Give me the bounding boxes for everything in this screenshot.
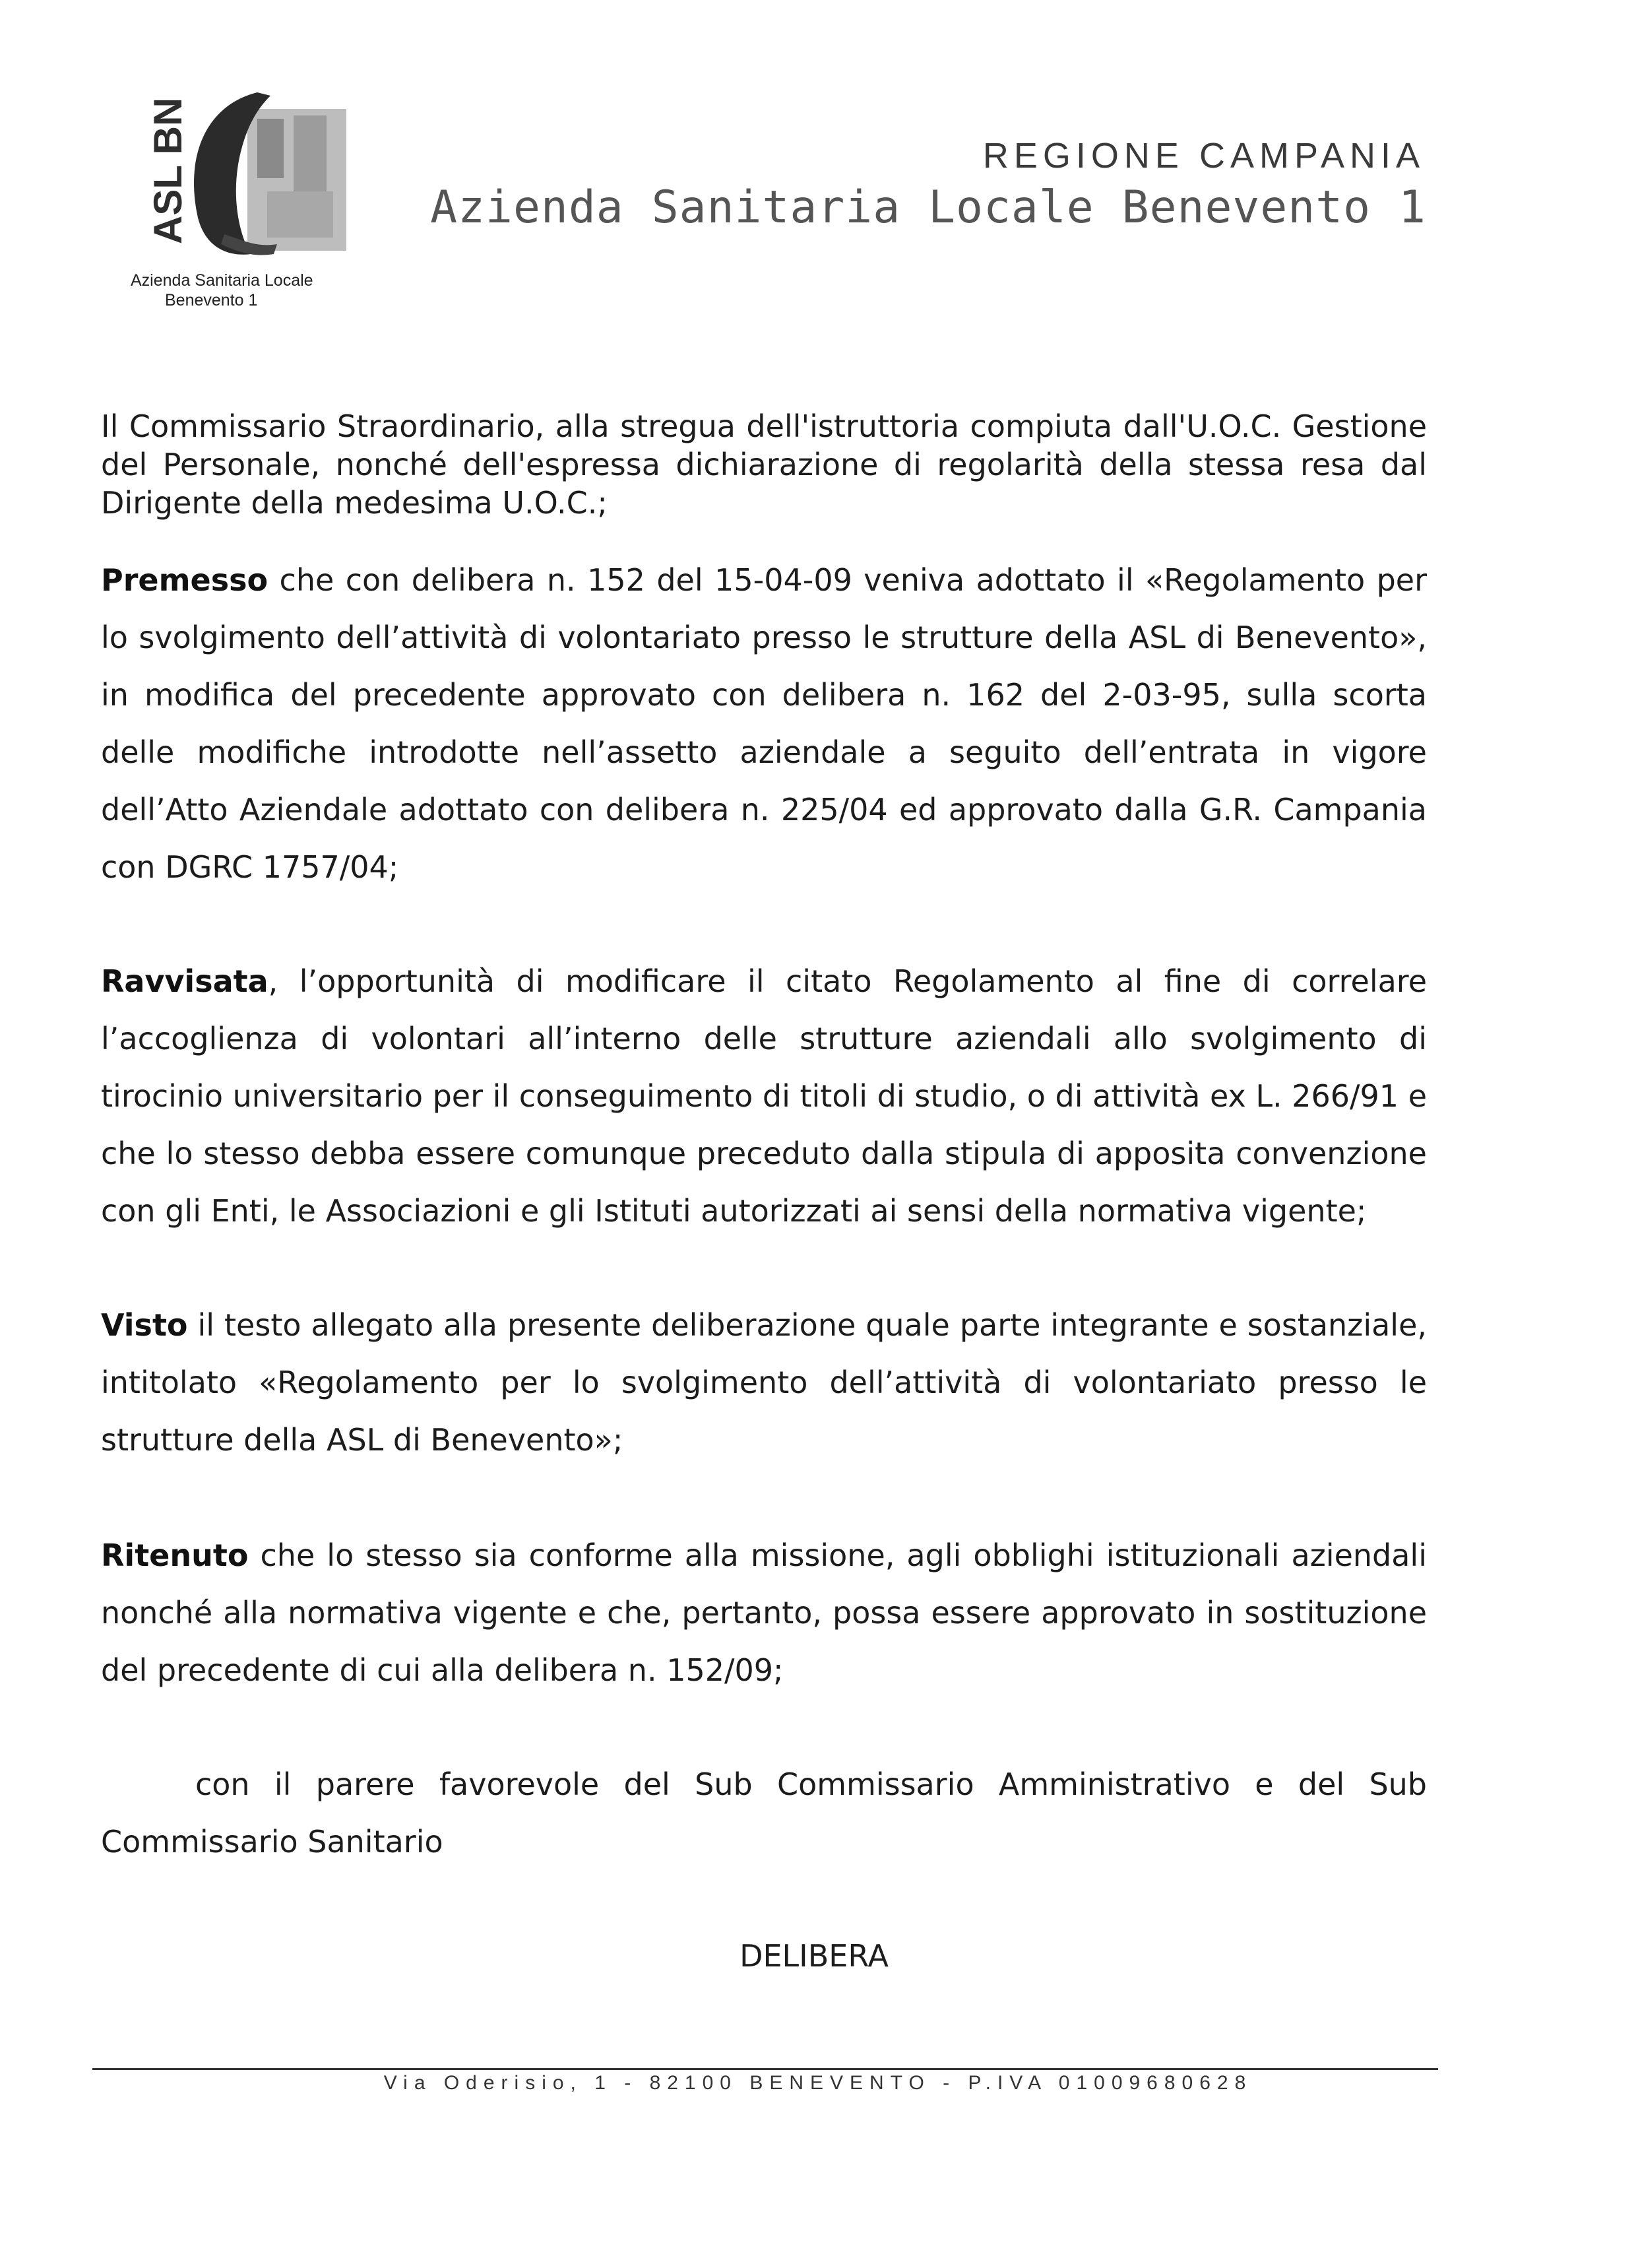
ravvisata-text: , l’opportunità di modificare il citato Regolamento al fine di correlare l’accoglienza di volontari all’interno delle strutture aziendali allo svolgimento di tirocinio universitario per il conseguimento di titoli di studio, o di attività ex L. 266/91 e che lo stesso debba essere comunque preceduto dalla stipula di apposita convenzione con gli Enti, le Associazioni e gli Istituti autorizzati ai sensi della normativa vigente;	[101, 963, 1427, 1229]
asl-logo-emblem-icon	[125, 79, 389, 277]
premesso-text: che con delibera n. 152 del 15-04-09 veniva adottato il «Regolamento per lo svolgimento dell’attività di volontariato presso le strutture della ASL di Benevento», in modifica del precedente approvato con delibera n. 162 del 2-03-95, sulla scorta delle modifiche introdotte nell’assetto aziendale a seguito dell’entrata in vigore dell’Atto Aziendale adottato con delibera n. 225/04 ed approvato dalla G.R. Campania con DGRC 1757/04;	[101, 562, 1427, 885]
visto-paragraph	[101, 1297, 1427, 1469]
ritenuto-text: che lo stesso sia conforme alla missione, agli obblighi istituzionali aziendali nonché alla normativa vigente e che, pertanto, possa essere approvato in sostituzione del precedente di cui alla delibera n. 152/09;	[101, 1538, 1427, 1688]
delibera-heading	[0, 1938, 1636, 1974]
ritenuto-label: Ritenuto	[101, 1538, 249, 1573]
ravvisata-paragraph	[101, 953, 1427, 1240]
ravvisata-label: Ravvisata	[101, 963, 268, 999]
intro-paragraph: Il Commissario Straordinario, alla stregua dell'istruttoria compiuta dall'U.O.C. Gestione del Personale, nonché dell'espressa dichiarazione di regolarità della stessa resa dal Dirigente della medesima U.O.C.;	[101, 408, 1427, 521]
ritenuto-paragraph	[101, 1527, 1427, 1699]
svg-text:ASL BN: ASL BN	[146, 97, 190, 244]
footer-address: Via Oderisio, 1 - 82100 BENEVENTO - P.IVA 01009680628	[383, 2072, 1253, 2094]
logo-caption-line2: Benevento 1	[165, 291, 258, 309]
visto-label: Visto	[101, 1307, 188, 1343]
asl-logo	[125, 79, 389, 337]
asl-heading: Azienda Sanitaria Locale Benevento 1	[430, 181, 1426, 234]
premesso-label: Premesso	[101, 562, 268, 598]
logo-caption-line1: Azienda Sanitaria Locale	[131, 271, 313, 290]
premesso-paragraph	[101, 552, 1427, 896]
logo-caption	[131, 271, 313, 310]
parere-paragraph: con il parere favorevole del Sub Commissario Amministrativo e del Sub Commissario Sanitario	[101, 1766, 1427, 1860]
delibera-text: DELIBERA	[739, 1938, 889, 1974]
region-heading: REGIONE CAMPANIA	[982, 136, 1425, 176]
footer-divider	[92, 2068, 1438, 2070]
visto-text: il testo allegato alla presente deliberazione quale parte integrante e sostanziale, intitolato «Regolamento per lo svolgimento dell’attività di volontariato presso le strutture della ASL di Benevento»;	[101, 1307, 1427, 1458]
